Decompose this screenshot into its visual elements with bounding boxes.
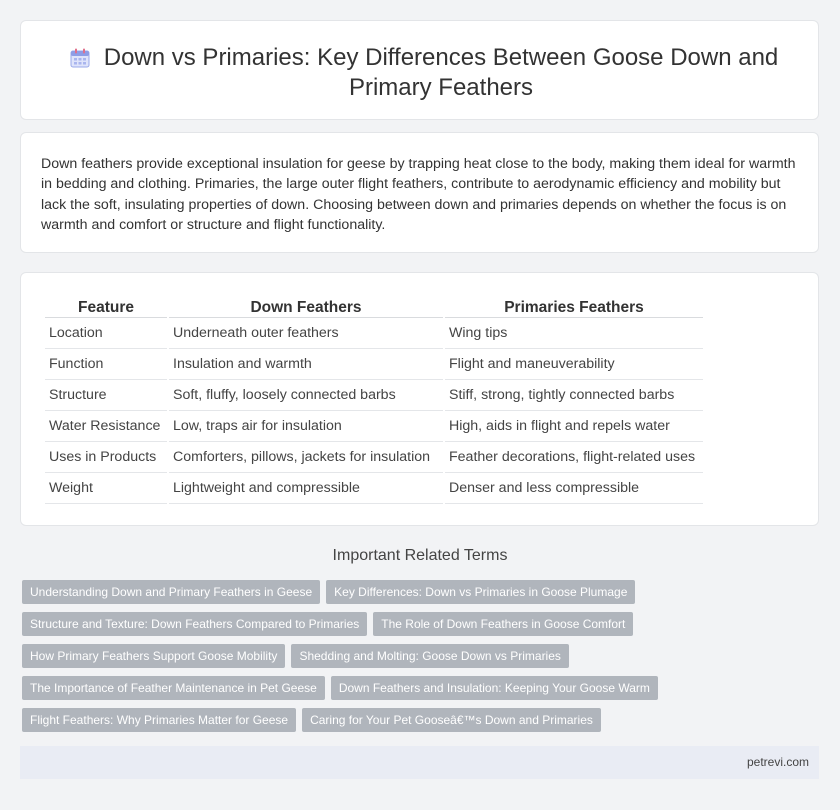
table-cell: Flight and maneuverability: [445, 349, 703, 380]
table-cell: Lightweight and compressible: [169, 473, 443, 504]
table-cell: Wing tips: [445, 318, 703, 349]
tag-row: [22, 644, 662, 676]
related-term-tag[interactable]: The Role of Down Feathers in Goose Comfort: [373, 612, 633, 636]
comparison-table: [43, 296, 705, 504]
table-header-cell: Feature: [45, 296, 167, 318]
table-header-cell: Primaries Feathers: [445, 296, 703, 318]
header-card: [20, 20, 819, 120]
tag-row: [22, 580, 662, 612]
table-cell: Uses in Products: [45, 442, 167, 473]
table-row: [45, 318, 703, 349]
related-term-tag[interactable]: Caring for Your Pet Gooseâ€™s Down and Primaries: [302, 708, 601, 732]
related-term-tag[interactable]: Shedding and Molting: Goose Down vs Primaries: [291, 644, 568, 668]
table-cell: Weight: [45, 473, 167, 504]
related-term-tag[interactable]: Key Differences: Down vs Primaries in Goose Plumage: [326, 580, 635, 604]
table-cell: Comforters, pillows, jackets for insulation: [169, 442, 443, 473]
table-cell: Function: [45, 349, 167, 380]
related-term-tag[interactable]: How Primary Feathers Support Goose Mobility: [22, 644, 285, 668]
related-terms-list: [22, 580, 662, 740]
table-row: [45, 473, 703, 504]
table-cell: Stiff, strong, tightly connected barbs: [445, 380, 703, 411]
table-row: [45, 380, 703, 411]
related-term-tag[interactable]: Understanding Down and Primary Feathers in Geese: [22, 580, 320, 604]
table-cell: Feather decorations, flight-related uses: [445, 442, 703, 473]
related-term-tag[interactable]: Flight Feathers: Why Primaries Matter for Geese: [22, 708, 296, 732]
table-cell: Underneath outer feathers: [169, 318, 443, 349]
tag-row: [22, 676, 662, 708]
table-cell: Denser and less compressible: [445, 473, 703, 504]
table-cell: Soft, fluffy, loosely connected barbs: [169, 380, 443, 411]
tag-row: [22, 612, 662, 644]
table-header-cell: Down Feathers: [169, 296, 443, 318]
table-cell: Low, traps air for insulation: [169, 411, 443, 442]
footer-site-link[interactable]: petrevi.com: [746, 755, 809, 769]
related-term-tag[interactable]: Structure and Texture: Down Feathers Compared to Primaries: [22, 612, 367, 636]
intro-card: [20, 132, 819, 253]
table-cell: High, aids in flight and repels water: [445, 411, 703, 442]
table-cell: Water Resistance: [45, 411, 167, 442]
table-row: [45, 411, 703, 442]
table-header-row: [45, 296, 703, 318]
table-cell: Location: [45, 318, 167, 349]
footer: [20, 746, 819, 779]
related-term-tag[interactable]: Down Feathers and Insulation: Keeping Your Goose Warm: [331, 676, 658, 700]
related-terms-title: Important Related Terms: [332, 547, 508, 564]
related-term-tag[interactable]: The Importance of Feather Maintenance in Pet Geese: [22, 676, 325, 700]
tag-row: [22, 708, 662, 740]
page-title: Down vs Primaries: Key Differences Between Goose Down and Primary Feathers: [103, 44, 779, 101]
table-row: [45, 442, 703, 473]
intro-paragraph: Down feathers provide exceptional insulation for geese by trapping heat close to the body, making them ideal for warmth in bedding and clothing. Primaries, the large outer flight feathers, contribute to aerodynamic efficiency and mobility but lack the soft, insulating properties of down. Choosing between down and primaries depends on whether the focus is on warmth and comfort or structure and flight functionality.: [41, 156, 796, 233]
table-cell: Insulation and warmth: [169, 349, 443, 380]
table-cell: Structure: [45, 380, 167, 411]
comparison-table-card: [20, 272, 819, 526]
table-row: [45, 349, 703, 380]
